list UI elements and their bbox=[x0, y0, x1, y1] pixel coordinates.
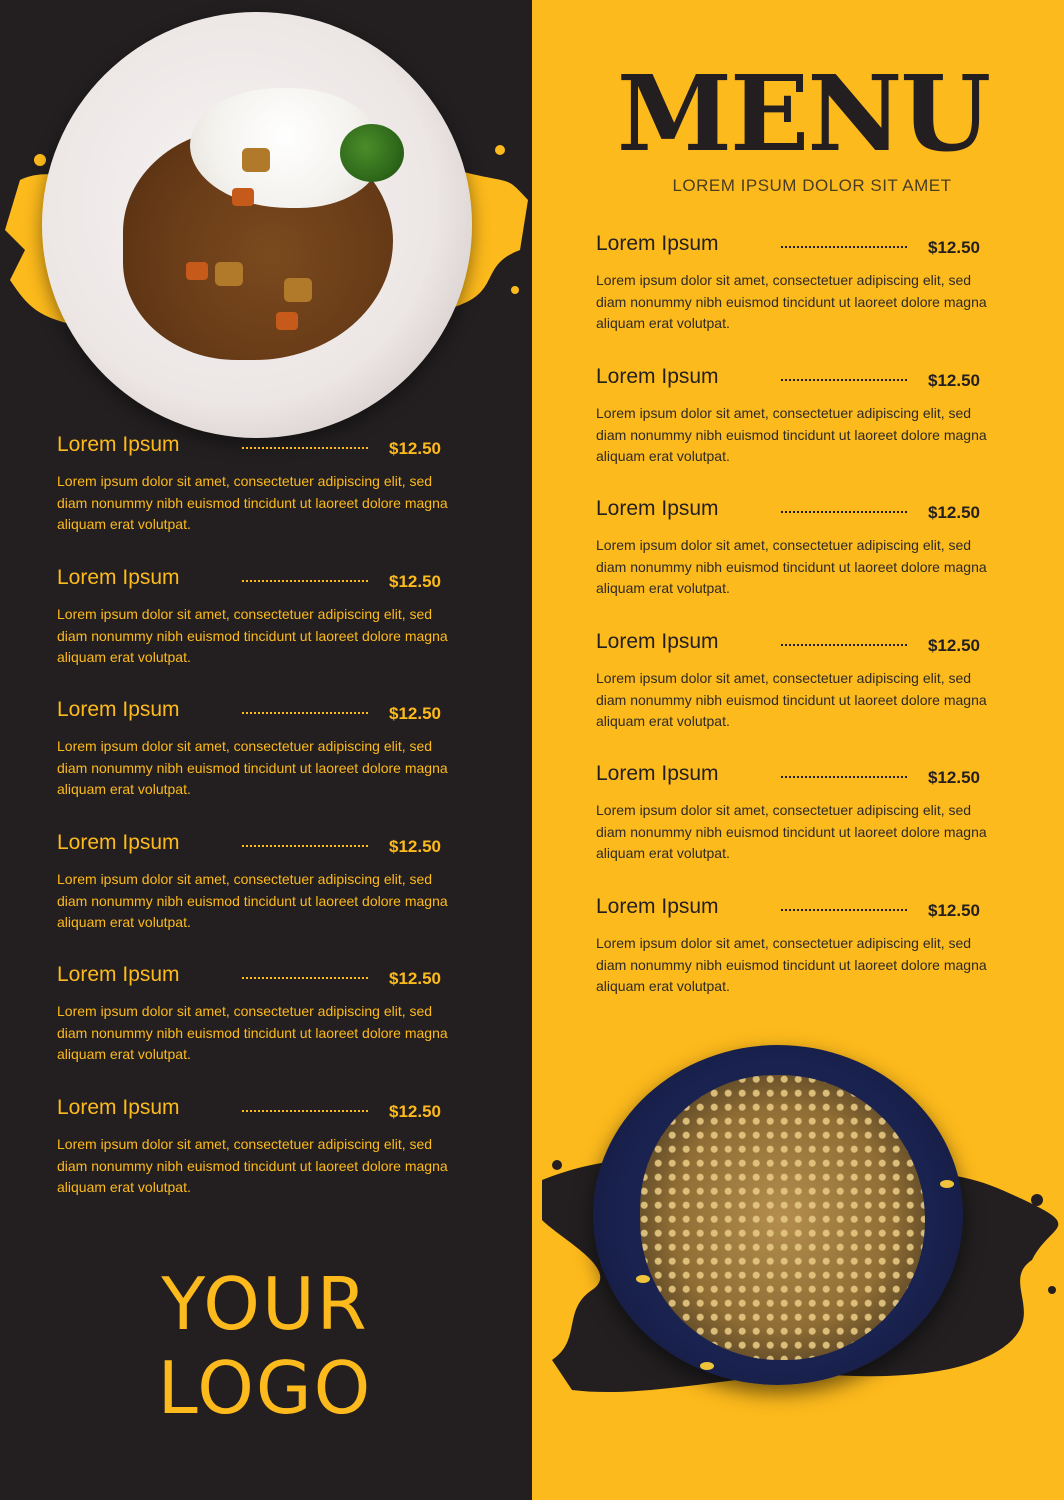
menu-item bbox=[57, 831, 457, 951]
potato-piece-icon bbox=[242, 148, 270, 172]
item-name: Lorem Ipsum bbox=[596, 895, 719, 918]
plate-leaf-icon bbox=[636, 1275, 650, 1283]
item-description: Lorem ipsum dolor sit amet, consectetuer adipiscing elit, sed diam nonummy nibh euismod tincidunt ut laoreet dolore magna aliquam erat volutpat. bbox=[596, 802, 987, 861]
item-description: Lorem ipsum dolor sit amet, consectetuer adipiscing elit, sed diam nonummy nibh euismod tincidunt ut laoreet dolore magna aliquam erat volutpat. bbox=[57, 1003, 448, 1062]
item-leader-dots bbox=[781, 776, 907, 778]
item-name: Lorem Ipsum bbox=[57, 433, 180, 456]
item-leader-dots bbox=[242, 447, 368, 449]
item-leader-dots bbox=[781, 246, 907, 248]
item-description: Lorem ipsum dolor sit amet, consectetuer adipiscing elit, sed diam nonummy nibh euismod tincidunt ut laoreet dolore magna aliquam erat volutpat. bbox=[57, 871, 448, 930]
item-description: Lorem ipsum dolor sit amet, consectetuer adipiscing elit, sed diam nonummy nibh euismod tincidunt ut laoreet dolore magna aliquam erat volutpat. bbox=[57, 473, 448, 532]
item-price: $12.50 bbox=[928, 371, 980, 390]
item-description: Lorem ipsum dolor sit amet, consectetuer adipiscing elit, sed diam nonummy nibh euismod tincidunt ut laoreet dolore magna aliquam erat volutpat. bbox=[596, 537, 987, 596]
carrot-piece-icon bbox=[186, 262, 208, 280]
potato-piece-icon bbox=[215, 262, 243, 286]
item-leader-dots bbox=[781, 511, 907, 513]
potato-piece-icon bbox=[284, 278, 312, 302]
item-name: Lorem Ipsum bbox=[596, 365, 719, 388]
item-price: $12.50 bbox=[928, 238, 980, 257]
menu-item bbox=[596, 365, 996, 485]
menu-item bbox=[57, 698, 457, 818]
menu-item bbox=[596, 497, 996, 617]
item-leader-dots bbox=[242, 1110, 368, 1112]
item-price: $12.50 bbox=[389, 969, 441, 988]
menu-item bbox=[57, 566, 457, 686]
menu-item bbox=[596, 762, 996, 882]
carrot-piece-icon bbox=[232, 188, 254, 206]
item-leader-dots bbox=[781, 644, 907, 646]
item-leader-dots bbox=[242, 712, 368, 714]
item-name: Lorem Ipsum bbox=[596, 497, 719, 520]
item-name: Lorem Ipsum bbox=[57, 1096, 180, 1119]
item-price: $12.50 bbox=[928, 636, 980, 655]
logo-line-1: YOUR bbox=[161, 1262, 369, 1346]
menu-item bbox=[57, 433, 457, 553]
item-name: Lorem Ipsum bbox=[57, 831, 180, 854]
item-leader-dots bbox=[242, 580, 368, 582]
plate-leaf-icon bbox=[700, 1362, 714, 1370]
menu-item bbox=[596, 630, 996, 750]
item-name: Lorem Ipsum bbox=[596, 232, 719, 255]
item-description: Lorem ipsum dolor sit amet, consectetuer adipiscing elit, sed diam nonummy nibh euismod tincidunt ut laoreet dolore magna aliquam erat volutpat. bbox=[596, 935, 987, 994]
item-description: Lorem ipsum dolor sit amet, consectetuer adipiscing elit, sed diam nonummy nibh euismod tincidunt ut laoreet dolore magna aliquam erat volutpat. bbox=[596, 670, 987, 729]
menu-title: MENU bbox=[616, 52, 990, 175]
item-name: Lorem Ipsum bbox=[57, 698, 180, 721]
item-leader-dots bbox=[781, 379, 907, 381]
menu-subtitle: LOREM IPSUM DOLOR SIT AMET bbox=[672, 176, 952, 195]
item-name: Lorem Ipsum bbox=[57, 963, 180, 986]
item-description: Lorem ipsum dolor sit amet, consectetuer adipiscing elit, sed diam nonummy nibh euismod tincidunt ut laoreet dolore magna aliquam erat volutpat. bbox=[57, 738, 448, 797]
item-price: $12.50 bbox=[389, 704, 441, 723]
item-leader-dots bbox=[242, 845, 368, 847]
item-description: Lorem ipsum dolor sit amet, consectetuer adipiscing elit, sed diam nonummy nibh euismod tincidunt ut laoreet dolore magna aliquam erat volutpat. bbox=[57, 1136, 448, 1195]
couscous-food-icon bbox=[640, 1075, 925, 1360]
item-price: $12.50 bbox=[928, 768, 980, 787]
item-leader-dots bbox=[242, 977, 368, 979]
item-leader-dots bbox=[781, 909, 907, 911]
menu-item bbox=[596, 895, 996, 1015]
item-description: Lorem ipsum dolor sit amet, consectetuer adipiscing elit, sed diam nonummy nibh euismod tincidunt ut laoreet dolore magna aliquam erat volutpat. bbox=[596, 272, 987, 331]
item-price: $12.50 bbox=[389, 439, 441, 458]
item-name: Lorem Ipsum bbox=[596, 630, 719, 653]
menu-item bbox=[57, 963, 457, 1083]
item-description: Lorem ipsum dolor sit amet, consectetuer adipiscing elit, sed diam nonummy nibh euismod tincidunt ut laoreet dolore magna aliquam erat volutpat. bbox=[57, 606, 448, 665]
item-name: Lorem Ipsum bbox=[57, 566, 180, 589]
item-name: Lorem Ipsum bbox=[596, 762, 719, 785]
menu-item bbox=[596, 232, 996, 352]
item-price: $12.50 bbox=[389, 572, 441, 591]
item-price: $12.50 bbox=[928, 503, 980, 522]
item-price: $12.50 bbox=[389, 837, 441, 856]
your-logo-placeholder bbox=[120, 1262, 410, 1430]
logo-line-2: LOGO bbox=[157, 1346, 373, 1430]
parsley-garnish-icon bbox=[340, 124, 404, 182]
item-description: Lorem ipsum dolor sit amet, consectetuer adipiscing elit, sed diam nonummy nibh euismod tincidunt ut laoreet dolore magna aliquam erat volutpat. bbox=[596, 405, 987, 464]
item-price: $12.50 bbox=[928, 901, 980, 920]
carrot-piece-icon bbox=[276, 312, 298, 330]
plate-leaf-icon bbox=[940, 1180, 954, 1188]
item-price: $12.50 bbox=[389, 1102, 441, 1121]
menu-item bbox=[57, 1096, 457, 1216]
